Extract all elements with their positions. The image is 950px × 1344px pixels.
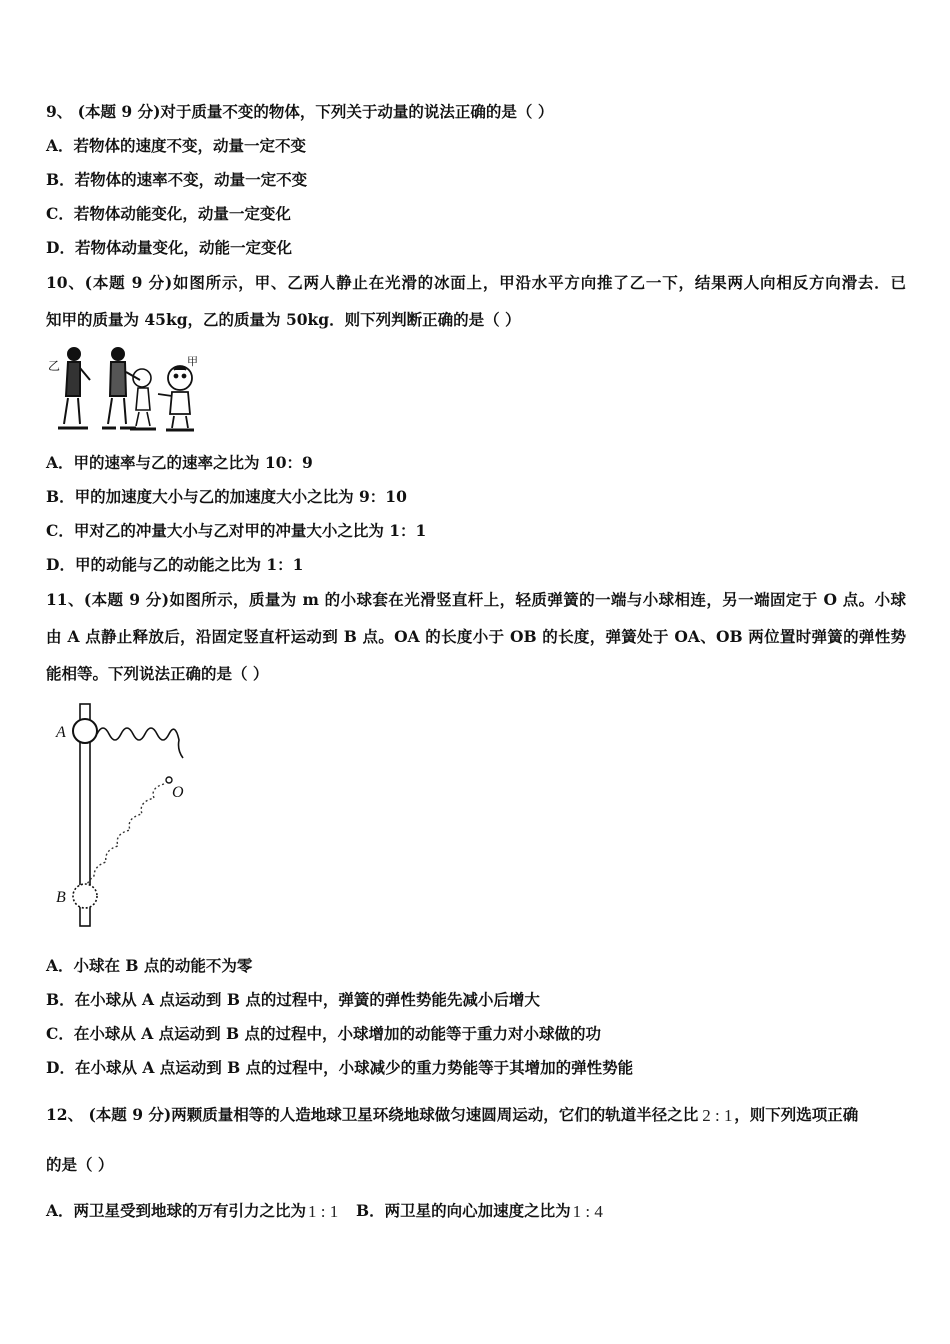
q12-stem-tail: ，则下列选项正确 (734, 1105, 859, 1124)
q12-stem-line2: 的是（ ） (46, 1155, 114, 1174)
q12-options (46, 1201, 607, 1221)
label-b: B (56, 889, 66, 906)
q10-option-d: D．甲的动能与乙的动能之比为 1：1 (46, 555, 304, 574)
q12-stem-line1 (46, 1105, 858, 1125)
adult-figure-right (102, 348, 140, 428)
q9-option-d: D．若物体动量变化，动能一定变化 (46, 238, 292, 257)
q11-option-d: D．在小球从 A 点运动到 B 点的过程中，小球减少的重力势能等于其增加的弹性势能 (46, 1058, 634, 1077)
q10-stem-line1: 10、(本题 9 分)如图所示，甲、乙两人静止在光滑的冰面上，甲沿水平方向推了乙一下，结果两人向相反方向滑去．已 (46, 273, 906, 292)
q9-option-c: C．若物体动能变化，动量一定变化 (46, 204, 291, 223)
q11-stem-line1: 11、(本题 9 分)如图所示，质量为 m 的小球套在光滑竖直杆上，轻质弹簧的一端与小球相连，另一端固定于 O 点。小球 (46, 590, 906, 609)
q11-option-a: A．小球在 B 点的动能不为零 (46, 956, 253, 975)
figure-label-jia: 甲 (187, 355, 198, 368)
label-a: A (56, 724, 66, 741)
q12-option-b-ratio: 1 : 4 (572, 1202, 603, 1221)
q12-option-b: B．两卫星的向心加速度之比为 (356, 1201, 571, 1220)
q10-stem-line2: 知甲的质量为 45kg，乙的质量为 50kg．则下列判断正确的是（ ） (46, 310, 521, 329)
child-figure-jia (158, 366, 194, 430)
q11-option-c: C．在小球从 A 点运动到 B 点的过程中，小球增加的动能等于重力对小球做的功 (46, 1024, 602, 1043)
q9-option-b: B．若物体的速率不变，动量一定不变 (46, 170, 308, 189)
q12-option-a-ratio: 1 : 1 (308, 1202, 339, 1221)
spring-ob-dashed (84, 784, 164, 894)
q10-option-b: B．甲的加速度大小与乙的加速度大小之比为 9：10 (46, 487, 407, 506)
label-o: O (172, 784, 184, 801)
figure-label-yi: 乙 (48, 359, 61, 373)
child-figure-yi (130, 369, 156, 429)
q11-stem-line2: 由 A 点静止释放后，沿固定竖直杆运动到 B 点。OA 的长度小于 OB 的长度，弹簧处于 OA、OB 两位置时弹簧的弹性势 (46, 627, 906, 646)
q9-option-a: A．若物体的速度不变，动量一定不变 (46, 136, 307, 155)
spring-oa (97, 728, 183, 758)
ball-at-b (73, 884, 97, 908)
adult-figure-left (58, 348, 90, 428)
q11-stem-line3: 能相等。下列说法正确的是（ ） (46, 664, 269, 683)
q9-stem: 9、 (本题 9 分)对于质量不变的物体，下列关于动量的说法正确的是（ ） (46, 102, 554, 121)
q12-ratio-radius: 2 : 1 (702, 1106, 733, 1125)
q12-option-a: A．两卫星受到地球的万有引力之比为 (46, 1201, 307, 1220)
pivot-o (166, 777, 172, 783)
ball-at-a (73, 719, 97, 743)
spring-rod-figure (44, 700, 204, 935)
q10-option-c: C．甲对乙的冲量大小与乙对甲的冲量大小之比为 1：1 (46, 521, 427, 540)
q10-option-a: A．甲的速率与乙的速率之比为 10：9 (46, 453, 313, 472)
q11-option-b: B．在小球从 A 点运动到 B 点的过程中，弹簧的弹性势能先减小后增大 (46, 990, 540, 1009)
q12-stem-text: 12、 (本题 9 分)两颗质量相等的人造地球卫星环绕地球做匀速圆周运动，它们的轨道半径之比 (46, 1105, 699, 1124)
skaters-figure (44, 340, 209, 440)
